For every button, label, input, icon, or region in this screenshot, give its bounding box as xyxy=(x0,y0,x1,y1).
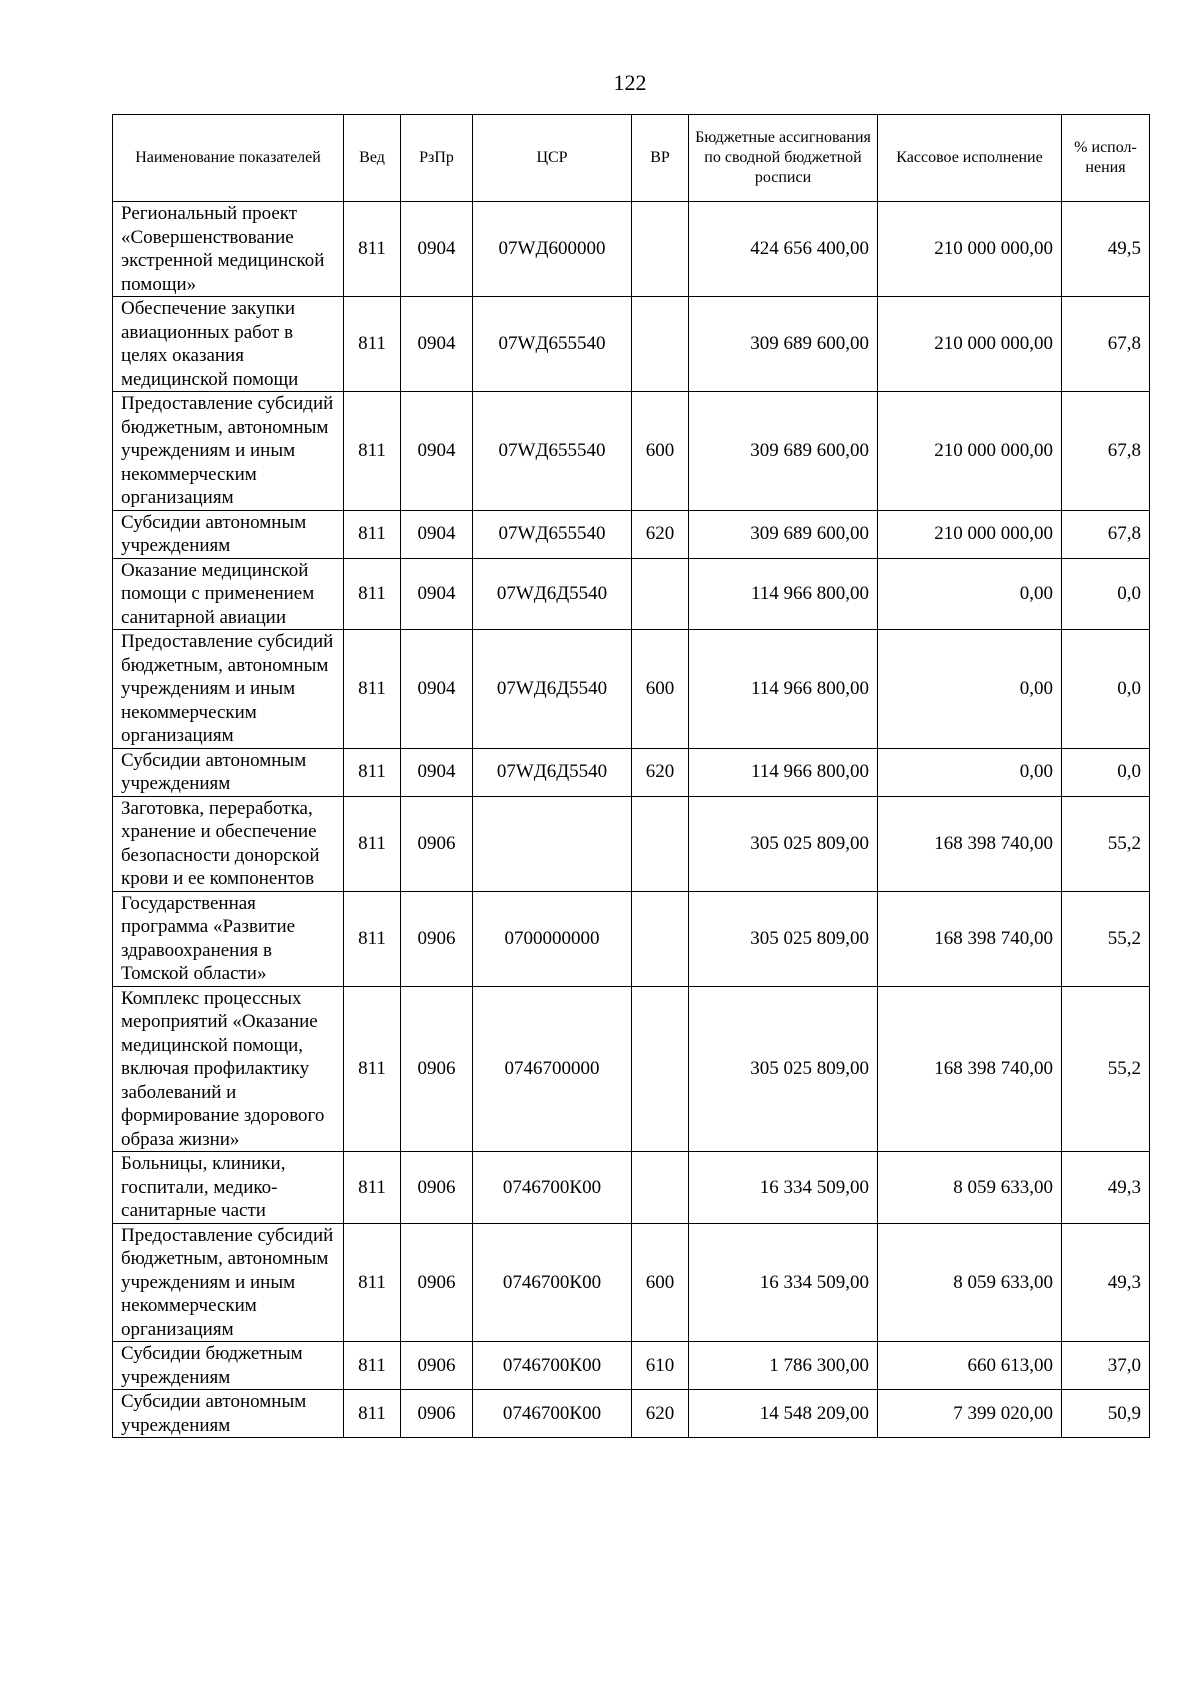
cell-vr: 600 xyxy=(632,1223,689,1342)
cell-csr xyxy=(473,796,632,891)
cell-csr: 07WД655540 xyxy=(473,510,632,558)
cell-ved: 811 xyxy=(344,1152,401,1224)
cell-ved: 811 xyxy=(344,202,401,297)
cell-rzpr: 0906 xyxy=(401,1342,473,1390)
table-row xyxy=(113,1223,1150,1342)
cell-csr: 0746700К00 xyxy=(473,1342,632,1390)
cell-ved: 811 xyxy=(344,630,401,749)
cell-name: Больницы, клиники, госпитали, медико-санитарные части xyxy=(113,1152,344,1224)
cell-ved: 811 xyxy=(344,297,401,392)
cell-ved: 811 xyxy=(344,796,401,891)
cell-exec: 168 398 740,00 xyxy=(878,796,1062,891)
table-row xyxy=(113,1152,1150,1224)
cell-pct: 67,8 xyxy=(1062,297,1150,392)
cell-exec: 660 613,00 xyxy=(878,1342,1062,1390)
cell-pct: 67,8 xyxy=(1062,392,1150,511)
cell-vr xyxy=(632,796,689,891)
cell-csr: 07WД655540 xyxy=(473,297,632,392)
cell-rzpr: 0904 xyxy=(401,748,473,796)
cell-name: Субсидии автономным учреждениям xyxy=(113,1390,344,1438)
cell-pct: 49,3 xyxy=(1062,1223,1150,1342)
cell-amount: 305 025 809,00 xyxy=(689,986,878,1152)
cell-exec: 210 000 000,00 xyxy=(878,510,1062,558)
cell-csr: 07WД6Д5540 xyxy=(473,748,632,796)
cell-amount: 424 656 400,00 xyxy=(689,202,878,297)
cell-csr: 0746700К00 xyxy=(473,1390,632,1438)
cell-csr: 0746700К00 xyxy=(473,1223,632,1342)
cell-exec: 8 059 633,00 xyxy=(878,1223,1062,1342)
header-csr: ЦСР xyxy=(473,115,632,202)
cell-pct: 0,0 xyxy=(1062,748,1150,796)
cell-pct: 0,0 xyxy=(1062,558,1150,630)
cell-amount: 1 786 300,00 xyxy=(689,1342,878,1390)
cell-ved: 811 xyxy=(344,1342,401,1390)
header-amount: Бюджетные ассигнования по сводной бюджетной росписи xyxy=(689,115,878,202)
cell-exec: 7 399 020,00 xyxy=(878,1390,1062,1438)
cell-exec: 0,00 xyxy=(878,748,1062,796)
cell-ved: 811 xyxy=(344,1390,401,1438)
cell-rzpr: 0904 xyxy=(401,392,473,511)
cell-name: Предоставление субсидий бюджетным, автономным учреждениям и иным некоммерческим организациям xyxy=(113,1223,344,1342)
table-row xyxy=(113,392,1150,511)
cell-pct: 49,5 xyxy=(1062,202,1150,297)
cell-ved: 811 xyxy=(344,510,401,558)
cell-vr xyxy=(632,891,689,986)
cell-name: Государственная программа «Развитие здравоохранения в Томской области» xyxy=(113,891,344,986)
header-vr: ВР xyxy=(632,115,689,202)
cell-amount: 16 334 509,00 xyxy=(689,1223,878,1342)
cell-amount: 114 966 800,00 xyxy=(689,630,878,749)
cell-rzpr: 0906 xyxy=(401,986,473,1152)
cell-amount: 305 025 809,00 xyxy=(689,796,878,891)
table-row xyxy=(113,1390,1150,1438)
cell-name: Оказание медицинской помощи с применением санитарной авиации xyxy=(113,558,344,630)
cell-csr: 07WД6Д5540 xyxy=(473,630,632,749)
cell-csr: 0700000000 xyxy=(473,891,632,986)
header-ved: Вед xyxy=(344,115,401,202)
table-header-row xyxy=(113,115,1150,202)
cell-csr: 0746700000 xyxy=(473,986,632,1152)
cell-exec: 0,00 xyxy=(878,630,1062,749)
cell-amount: 14 548 209,00 xyxy=(689,1390,878,1438)
cell-rzpr: 0906 xyxy=(401,796,473,891)
table-row xyxy=(113,202,1150,297)
header-pct: % испол-нения xyxy=(1062,115,1150,202)
cell-vr: 620 xyxy=(632,510,689,558)
table-row xyxy=(113,558,1150,630)
header-name: Наименование показателей xyxy=(113,115,344,202)
cell-vr xyxy=(632,986,689,1152)
cell-ved: 811 xyxy=(344,558,401,630)
cell-amount: 114 966 800,00 xyxy=(689,748,878,796)
cell-ved: 811 xyxy=(344,986,401,1152)
cell-name: Предоставление субсидий бюджетным, автономным учреждениям и иным некоммерческим организациям xyxy=(113,392,344,511)
cell-csr: 07WД600000 xyxy=(473,202,632,297)
cell-vr: 600 xyxy=(632,392,689,511)
cell-rzpr: 0904 xyxy=(401,297,473,392)
cell-vr xyxy=(632,202,689,297)
cell-pct: 55,2 xyxy=(1062,891,1150,986)
cell-name: Предоставление субсидий бюджетным, автономным учреждениям и иным некоммерческим организациям xyxy=(113,630,344,749)
cell-rzpr: 0906 xyxy=(401,1152,473,1224)
cell-csr: 0746700К00 xyxy=(473,1152,632,1224)
cell-pct: 0,0 xyxy=(1062,630,1150,749)
cell-exec: 0,00 xyxy=(878,558,1062,630)
cell-name: Субсидии бюджетным учреждениям xyxy=(113,1342,344,1390)
cell-pct: 37,0 xyxy=(1062,1342,1150,1390)
table-row xyxy=(113,510,1150,558)
cell-name: Заготовка, переработка, хранение и обеспечение безопасности донорской крови и ее компонентов xyxy=(113,796,344,891)
cell-ved: 811 xyxy=(344,392,401,511)
cell-vr xyxy=(632,297,689,392)
cell-exec: 8 059 633,00 xyxy=(878,1152,1062,1224)
cell-pct: 67,8 xyxy=(1062,510,1150,558)
cell-csr: 07WД655540 xyxy=(473,392,632,511)
cell-rzpr: 0906 xyxy=(401,1390,473,1438)
cell-name: Субсидии автономным учреждениям xyxy=(113,748,344,796)
cell-exec: 168 398 740,00 xyxy=(878,891,1062,986)
cell-rzpr: 0906 xyxy=(401,891,473,986)
cell-amount: 309 689 600,00 xyxy=(689,510,878,558)
header-exec: Кассовое исполнение xyxy=(878,115,1062,202)
cell-vr: 620 xyxy=(632,1390,689,1438)
cell-ved: 811 xyxy=(344,1223,401,1342)
cell-vr: 610 xyxy=(632,1342,689,1390)
cell-pct: 50,9 xyxy=(1062,1390,1150,1438)
table-row xyxy=(113,796,1150,891)
cell-vr xyxy=(632,1152,689,1224)
cell-amount: 309 689 600,00 xyxy=(689,297,878,392)
cell-pct: 49,3 xyxy=(1062,1152,1150,1224)
cell-exec: 210 000 000,00 xyxy=(878,392,1062,511)
cell-rzpr: 0904 xyxy=(401,202,473,297)
cell-vr: 620 xyxy=(632,748,689,796)
cell-name: Субсидии автономным учреждениям xyxy=(113,510,344,558)
cell-ved: 811 xyxy=(344,748,401,796)
cell-name: Региональный проект «Совершенствование экстренной медицинской помощи» xyxy=(113,202,344,297)
table-row xyxy=(113,891,1150,986)
cell-rzpr: 0904 xyxy=(401,510,473,558)
cell-amount: 16 334 509,00 xyxy=(689,1152,878,1224)
cell-rzpr: 0906 xyxy=(401,1223,473,1342)
cell-vr xyxy=(632,558,689,630)
table-row xyxy=(113,1342,1150,1390)
cell-csr: 07WД6Д5540 xyxy=(473,558,632,630)
cell-exec: 168 398 740,00 xyxy=(878,986,1062,1152)
table-row xyxy=(113,748,1150,796)
cell-amount: 305 025 809,00 xyxy=(689,891,878,986)
page-number: 122 xyxy=(613,70,647,95)
table-row xyxy=(113,986,1150,1152)
table-row xyxy=(113,297,1150,392)
cell-rzpr: 0904 xyxy=(401,558,473,630)
cell-vr: 600 xyxy=(632,630,689,749)
cell-amount: 309 689 600,00 xyxy=(689,392,878,511)
cell-exec: 210 000 000,00 xyxy=(878,297,1062,392)
budget-table xyxy=(112,114,1150,1438)
cell-pct: 55,2 xyxy=(1062,796,1150,891)
table-row xyxy=(113,630,1150,749)
cell-rzpr: 0904 xyxy=(401,630,473,749)
cell-name: Комплекс процессных мероприятий «Оказание медицинской помощи, включая профилактику заболеваний и формирование здорового образа жизни» xyxy=(113,986,344,1152)
cell-name: Обеспечение закупки авиационных работ в целях оказания медицинской помощи xyxy=(113,297,344,392)
cell-exec: 210 000 000,00 xyxy=(878,202,1062,297)
cell-pct: 55,2 xyxy=(1062,986,1150,1152)
cell-ved: 811 xyxy=(344,891,401,986)
cell-amount: 114 966 800,00 xyxy=(689,558,878,630)
header-rzpr: РзПр xyxy=(401,115,473,202)
